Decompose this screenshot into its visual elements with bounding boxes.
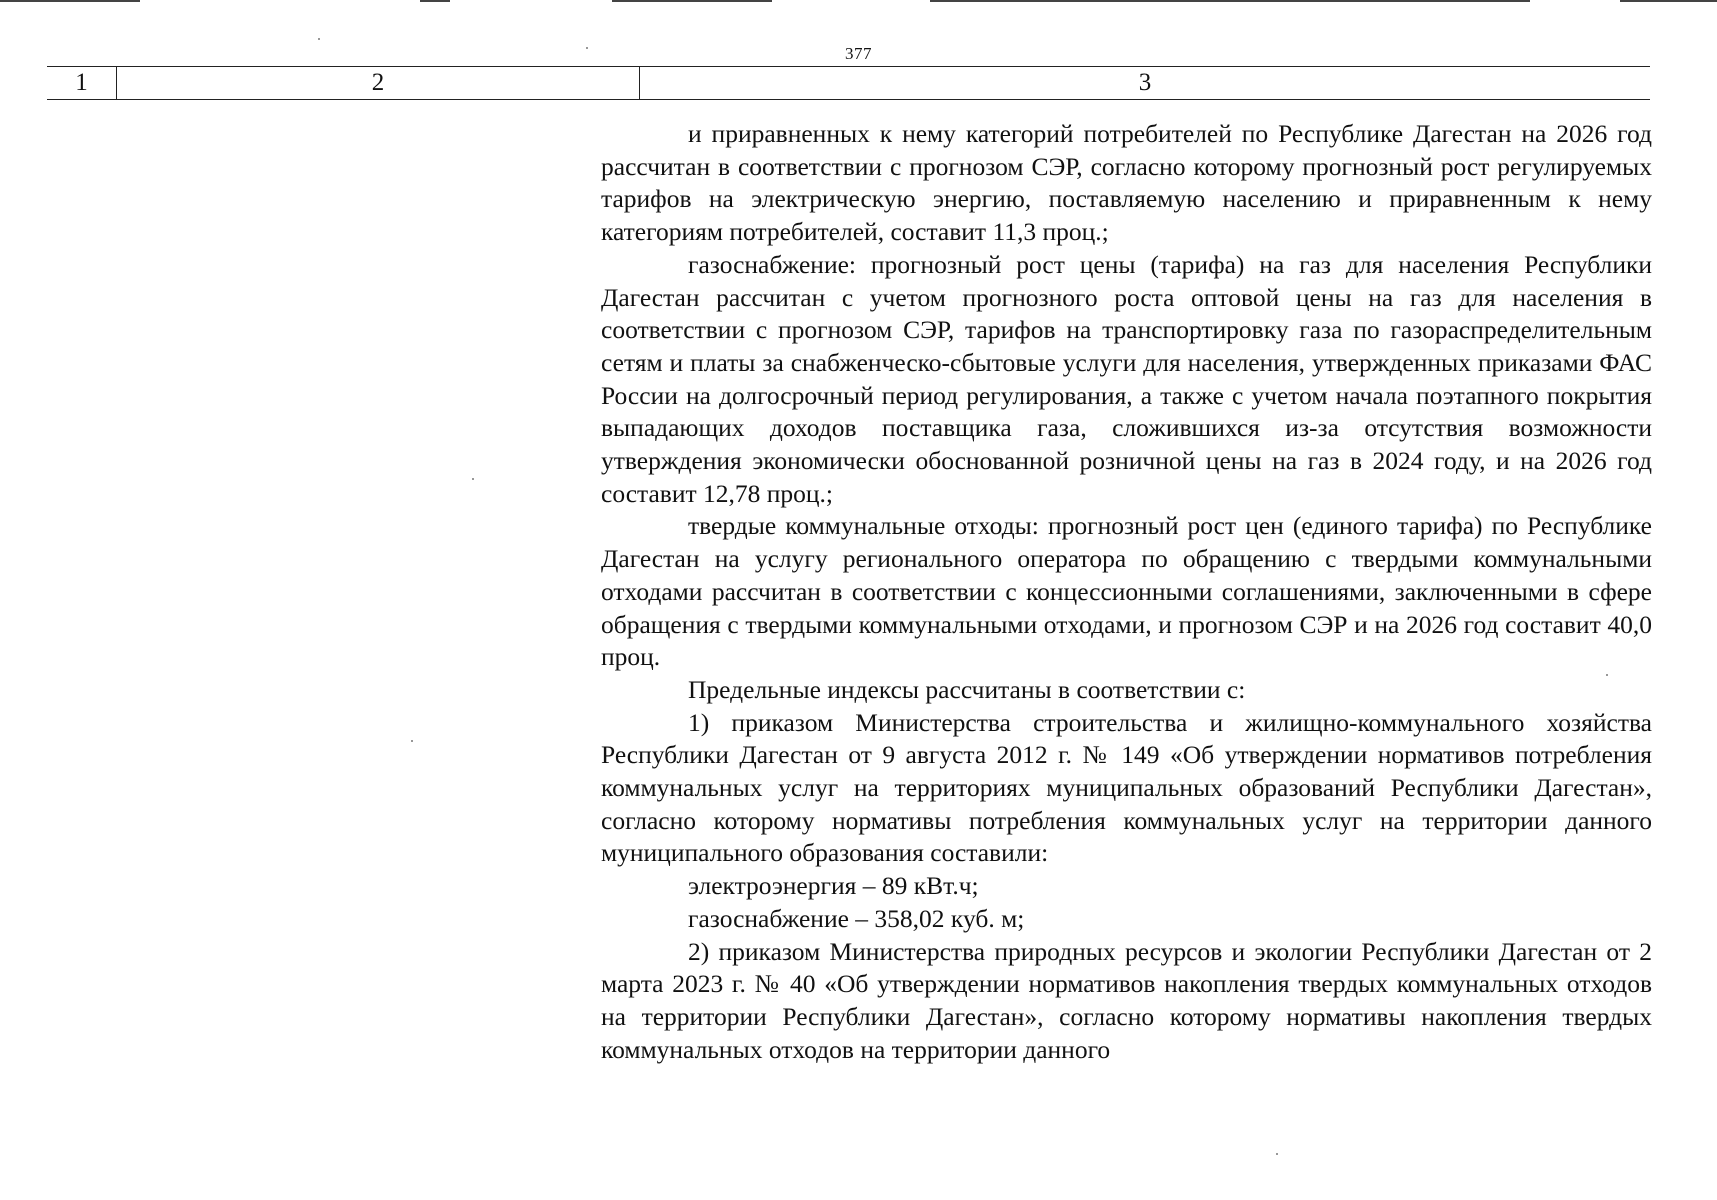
- paragraph-gas-norm: газоснабжение – 358,02 куб. м;: [688, 903, 1025, 933]
- scan-edge-mark: [420, 0, 450, 2]
- scan-edge-mark: [612, 0, 772, 2]
- scan-speck: [1276, 1153, 1278, 1155]
- scan-speck: [411, 740, 413, 742]
- document-body: [601, 118, 1652, 1066]
- scan-edge-mark: [0, 0, 140, 2]
- paragraph-gas-supply: газоснабжение: прогнозный рост цены (тарифа) на газ для населения Республики Дагестан рассчитан с учетом прогнозного роста оптовой цены на газ для населения в соответствии с прогнозом СЭР, тарифов на транспортировку газа по газораспределительным сетям и платы за снабженческо-сбытовые услуги для населения, утвержденных приказами ФАС России на долгосрочный период регулирования, а также с учетом начала поэтапного покрытия выпадающих доходов поставщика газа, сложившихся из-за отсутствия возможности утверждения экономически обоснованной розничной цены на газ в 2024 году, и на 2026 год составит 12,78 проц.;: [601, 249, 1652, 508]
- scan-edge-mark: [930, 0, 1530, 2]
- column-header-2: 2: [117, 67, 640, 99]
- column-header-3: 3: [1138, 69, 1152, 96]
- paragraph-electricity-norm: электроэнергия – 89 кВт.ч;: [688, 871, 979, 901]
- paragraph-order-construction-ministry: 1) приказом Министерства строительства и жилищно-коммунального хозяйства Республики Дагестан от 9 августа 2012 г. № 149 «Об утверждении нормативов потребления коммунальных услуг на территориях муниципальных образований Республики Дагестан», согласно которому нормативы потребления коммунальных услуг на территории данного муниципального образования составили:: [601, 707, 1652, 868]
- scan-edge-mark: [1620, 0, 1717, 2]
- paragraph-electricity-continuation: и приравненных к нему категорий потребителей по Республике Дагестан на 2026 год рассчитан в соответствии с прогнозом СЭР, согласно которому прогнозный рост регулируемых тарифов на электрическую энергию, поставляемую населению и приравненным к нему категориям потребителей, составит 11,3 проц.;: [601, 119, 1652, 247]
- scan-speck: [586, 47, 588, 49]
- page-number: 377: [845, 44, 872, 63]
- scan-speck: [318, 38, 320, 40]
- column-header-row: [47, 66, 1650, 100]
- scan-speck: [1606, 674, 1608, 676]
- column-header-1: 1: [47, 67, 117, 99]
- paragraph-indices-basis: Предельные индексы рассчитаны в соответствии с:: [688, 674, 1246, 704]
- scan-speck: [472, 478, 474, 480]
- paragraph-order-ecology-ministry: 2) приказом Министерства природных ресурсов и экологии Республики Дагестан от 2 марта 2023 г. № 40 «Об утверждении нормативов накопления твердых коммунальных отходов на территории Республики Дагестан», согласно которому нормативы накопления твердых коммунальных отходов на территории данного: [601, 936, 1652, 1064]
- paragraph-solid-waste: твердые коммунальные отходы: прогнозный рост цен (единого тарифа) по Республике Дагестан на услугу регионального оператора по обращению с твердыми коммунальными отходами рассчитан в соответствии с концессионными соглашениями, заключенными в сфере обращения с твердыми коммунальными отходами, и прогнозом СЭР и на 2026 год составит 40,0 проц.: [601, 511, 1652, 672]
